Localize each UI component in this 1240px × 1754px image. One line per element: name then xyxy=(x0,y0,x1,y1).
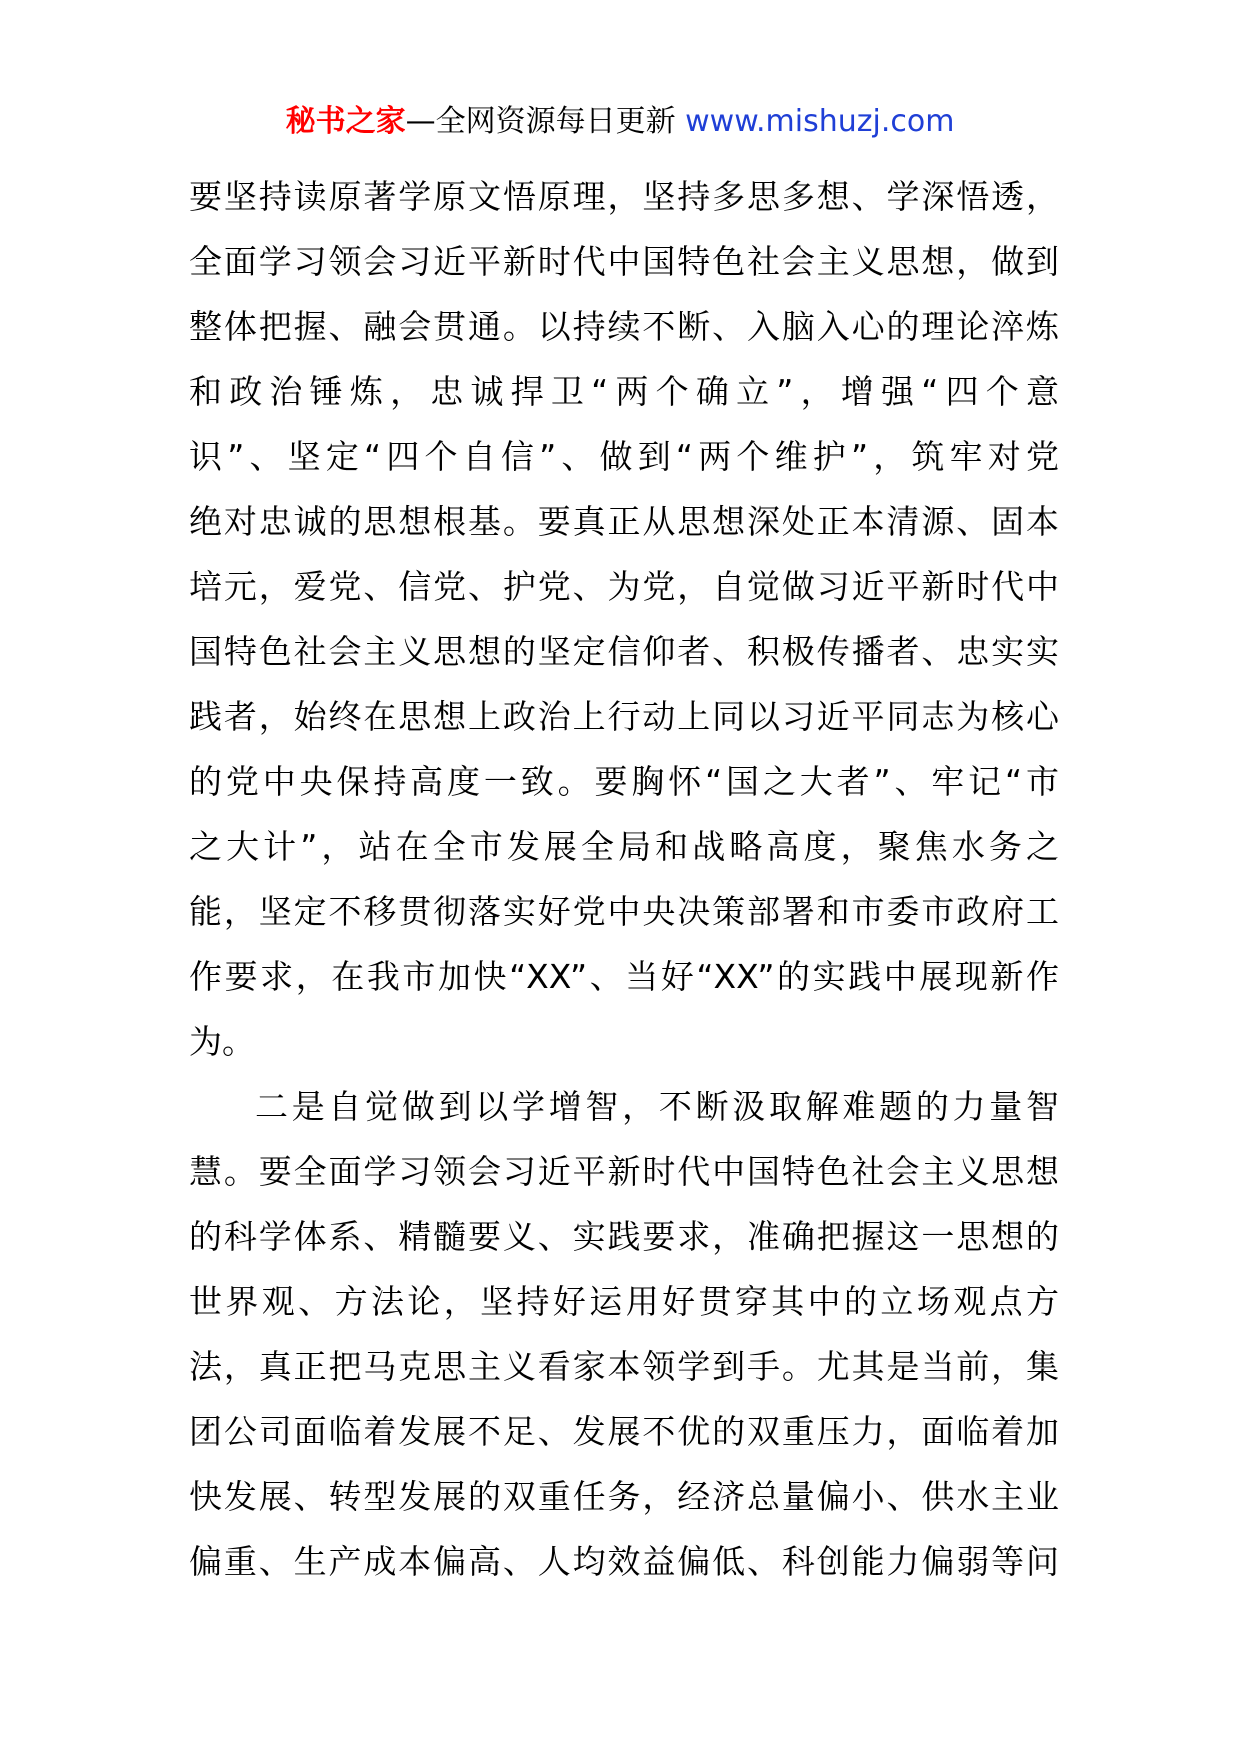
text-line: 绝对忠诚的思想根基。要真正从思想深处正本清源、固本 xyxy=(189,502,1059,541)
text-line: 全面学习领会习近平新时代中国特色社会主义思想，做到 xyxy=(189,242,1059,281)
text-line: 能，坚定不移贯彻落实好党中央决策部署和市委市政府工 xyxy=(189,892,1059,931)
text-line: 之大计”，站在全市发展全局和战略高度，聚焦水务之 xyxy=(189,827,1059,866)
brand-name: 秘书之家 xyxy=(285,104,406,139)
text-line: 团公司面临着发展不足、发展不优的双重压力，面临着加 xyxy=(189,1412,1059,1451)
document-body xyxy=(189,164,1059,1594)
site-url-link[interactable]: www.mishuzj.com xyxy=(685,104,955,139)
text-line: 快发展、转型发展的双重任务，经济总量偏小、供水主业 xyxy=(189,1477,1059,1516)
header-slogan: —全网资源每日更新 xyxy=(405,104,676,139)
text-line: 二是自觉做到以学增智，不断汲取解难题的力量智 xyxy=(255,1087,1059,1126)
text-line: 的科学体系、精髓要义、实践要求，准确把握这一思想的 xyxy=(189,1217,1059,1256)
text-line: 培元，爱党、信党、护党、为党，自觉做习近平新时代中 xyxy=(189,567,1059,606)
text-line: 践者，始终在思想上政治上行动上同以习近平同志为核心 xyxy=(189,697,1059,736)
paragraph-2 xyxy=(189,1074,1059,1594)
text-line: 识”、坚定“四个自信”、做到“两个维护”，筑牢对党 xyxy=(189,437,1059,476)
text-line: 为。 xyxy=(189,1022,255,1061)
text-line: 世界观、方法论，坚持好运用好贯穿其中的立场观点方 xyxy=(189,1282,1059,1321)
paragraph-1 xyxy=(189,164,1059,1074)
text-line: 整体把握、融会贯通。以持续不断、入脑入心的理论淬炼 xyxy=(189,307,1059,346)
text-line: 偏重、生产成本偏高、人均效益偏低、科创能力偏弱等问 xyxy=(189,1542,1059,1581)
text-line: 和政治锤炼，忠诚捍卫“两个确立”，增强“四个意 xyxy=(189,372,1059,411)
text-line: 的党中央保持高度一致。要胸怀“国之大者”、牢记“市 xyxy=(189,762,1059,801)
text-line: 法，真正把马克思主义看家本领学到手。尤其是当前，集 xyxy=(189,1347,1059,1386)
text-line: 慧。要全面学习领会习近平新时代中国特色社会主义思想 xyxy=(189,1152,1059,1191)
text-line: 要坚持读原著学原文悟原理，坚持多思多想、学深悟透， xyxy=(189,177,1059,216)
page-header xyxy=(0,100,1240,144)
text-line: 国特色社会主义思想的坚定信仰者、积极传播者、忠实实 xyxy=(189,632,1059,671)
text-line: 作要求，在我市加快“XX”、当好“XX”的实践中展现新作 xyxy=(189,957,1059,996)
